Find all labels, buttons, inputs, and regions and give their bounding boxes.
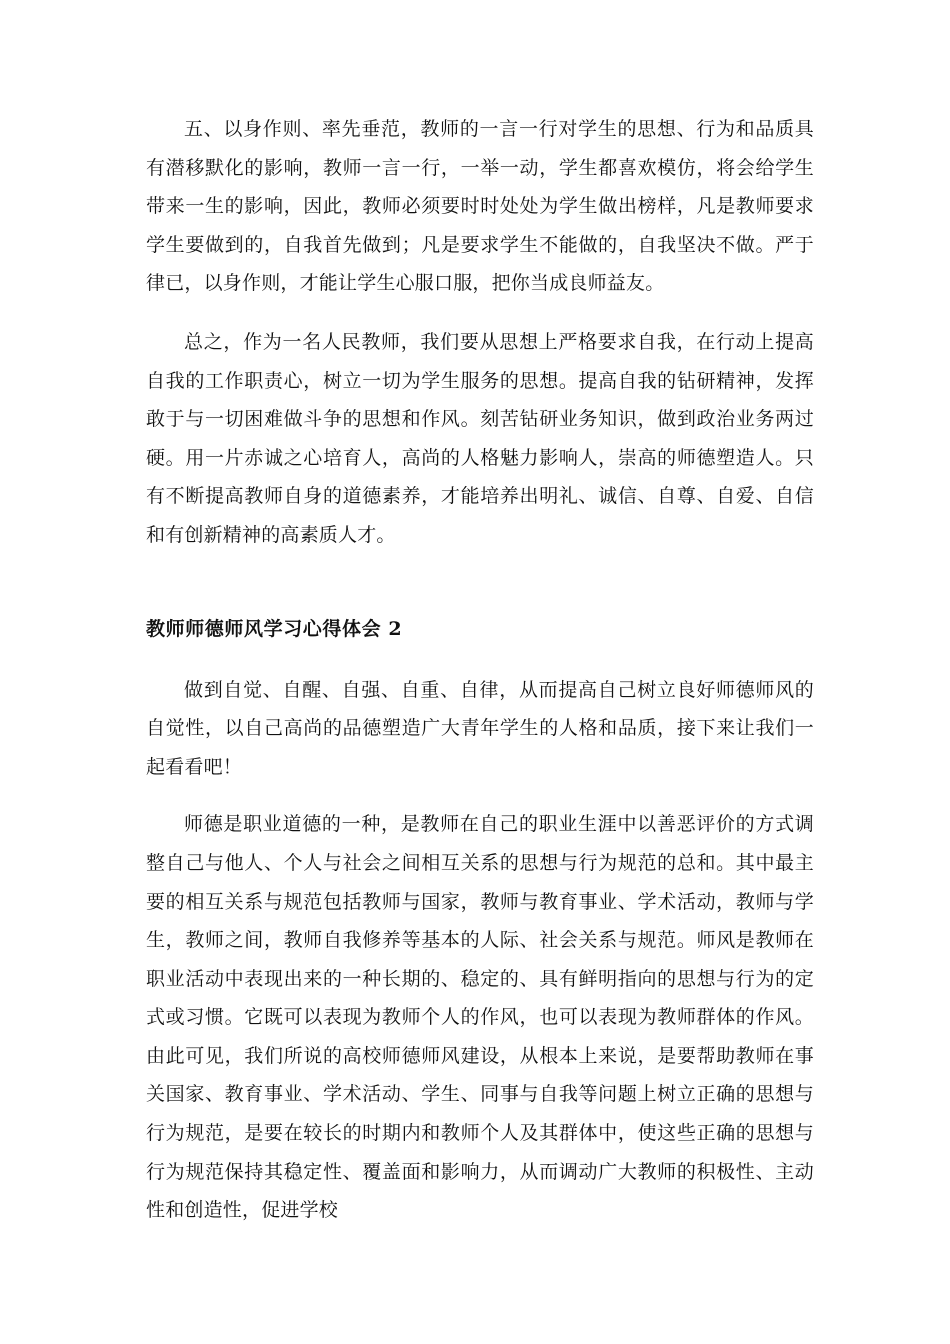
section-heading: 教师师德师风学习心得体会 2 bbox=[146, 617, 403, 640]
paragraph-intro: 做到自觉、自醒、自强、自重、自律，从而提高自己树立良好师德师风的自觉性，以自己高尚的品德塑造广大青年学生的人格和品质，接下来让我们一起看看吧！ bbox=[146, 678, 814, 778]
paragraph-conclusion: 总之，作为一名人民教师，我们要从思想上严格要求自我，在行动上提高自我的工作职责心，树立一切为学生服务的思想。提高自我的钻研精神，发挥敢于与一切困难做斗争的思想和作风。刻苦钻研业务知识，做到政治业务两过硬。用一片赤诚之心培育人，高尚的人格魅力影响人，崇高的师德塑造人。只有不断提高教师自身的道德素养，才能培养出明礼、诚信、自尊、自爱、自信和有创新精神的高素质人才。 bbox=[146, 330, 814, 546]
paragraph-lead-by-example: 五、以身作则、率先垂范，教师的一言一行对学生的思想、行为和品质具有潜移默化的影响，教师一言一行，一举一动，学生都喜欢模仿，将会给学生带来一生的影响，因此，教师必须要时时处处为学生做出榜样，凡是教师要求学生要做到的，自我首先做到；凡是要求学生不能做的，自我坚决不做。严于律已，以身作则，才能让学生心服口服，把你当成良师益友。 bbox=[146, 118, 814, 295]
document-page bbox=[146, 110, 814, 1230]
paragraph-teacher-ethics: 师德是职业道德的一种，是教师在自己的职业生涯中以善恶评价的方式调整自己与他人、个人与社会之间相互关系的思想与行为规范的总和。其中最主要的相互关系与规范包括教师与国家，教师与教育事业、学术活动，教师与学生，教师之间，教师自我修养等基本的人际、社会关系与规范。师风是教师在职业活动中表现出来的一种长期的、稳定的、具有鲜明指向的思想与行为的定式或习惯。它既可以表现为教师个人的作风，也可以表现为教师群体的作风。由此可见，我们所说的高校师德师风建设，从根本上来说，是要帮助教师在事关国家、教育事业、学术活动、学生、同事与自我等问题上树立正确的思想与行为规范，是要在较长的时期内和教师个人及其群体中，使这些正确的思想与行为规范保持其稳定性、覆盖面和影响力，从而调动广大教师的积极性、主动性和创造性，促进学校 bbox=[146, 813, 814, 1222]
